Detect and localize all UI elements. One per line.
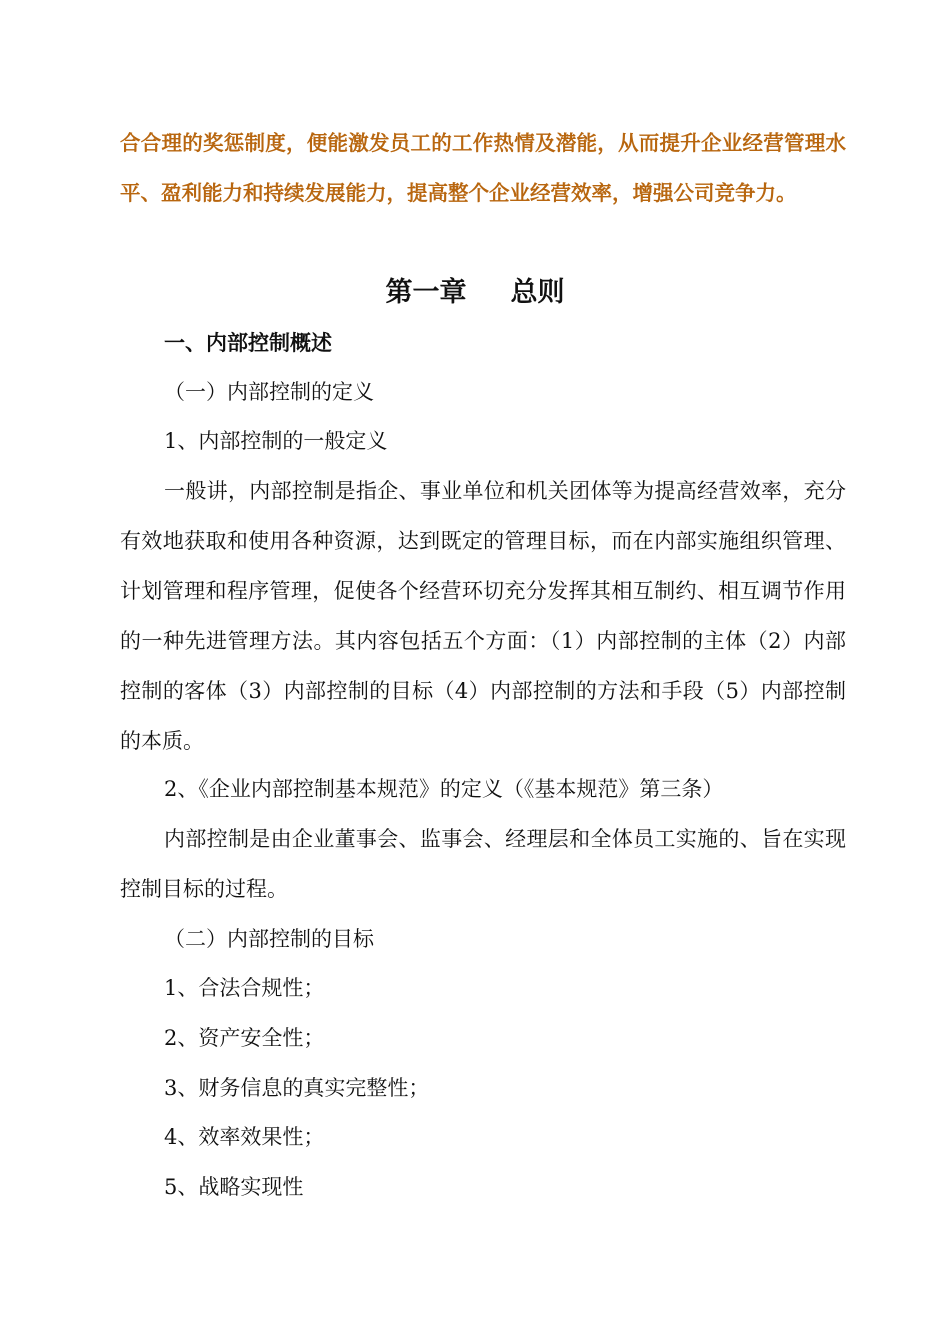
chapter-number: 第一章 <box>385 277 467 308</box>
subsection-heading: （一）内部控制的定义 <box>164 380 374 404</box>
chapter-title: 总则 <box>510 277 565 308</box>
norm-definition-paragraph: 内部控制是由企业董事会、监事会、经理层和全体员工实施的、旨在实现控制目标的过程。 <box>120 827 846 901</box>
goal-item: 1、合法合规性； <box>164 976 325 1000</box>
item-heading: 1、内部控制的一般定义 <box>164 429 388 453</box>
subsection-heading: （二）内部控制的目标 <box>164 927 374 951</box>
item-heading: 2、《企业内部控制基本规范》的定义（《基本规范》第三条） <box>164 777 724 801</box>
goal-item: 3、财务信息的真实完整性； <box>164 1076 430 1100</box>
goal-item: 2、资产安全性； <box>164 1026 325 1050</box>
goal-item: 4、效率效果性； <box>164 1125 325 1149</box>
goal-item: 5、战略实现性 <box>164 1175 304 1199</box>
intro-paragraph: 合合理的奖惩制度，便能激发员工的工作热情及潜能，从而提升企业经营管理水平、盈利能力和持续发展能力，提高整个企业经营效率，增强公司竞争力。 <box>120 131 846 205</box>
general-definition-paragraph: 一般讲，内部控制是指企、事业单位和机关团体等为提高经营效率，充分有效地获取和使用各种资源，达到既定的管理目标，而在内部实施组织管理、计划管理和程序管理，促使各个经营环切充分发挥其相互制约、相互调节作用的一种先进管理方法。其内容包括五个方面：（1）内部控制的主体（2）内部控制的客体（3）内部控制的目标（4）内部控制的方法和手段（5）内部控制的本质。 <box>120 479 846 753</box>
section-heading: 一、内部控制概述 <box>164 331 332 355</box>
chapter-heading <box>0 268 950 318</box>
